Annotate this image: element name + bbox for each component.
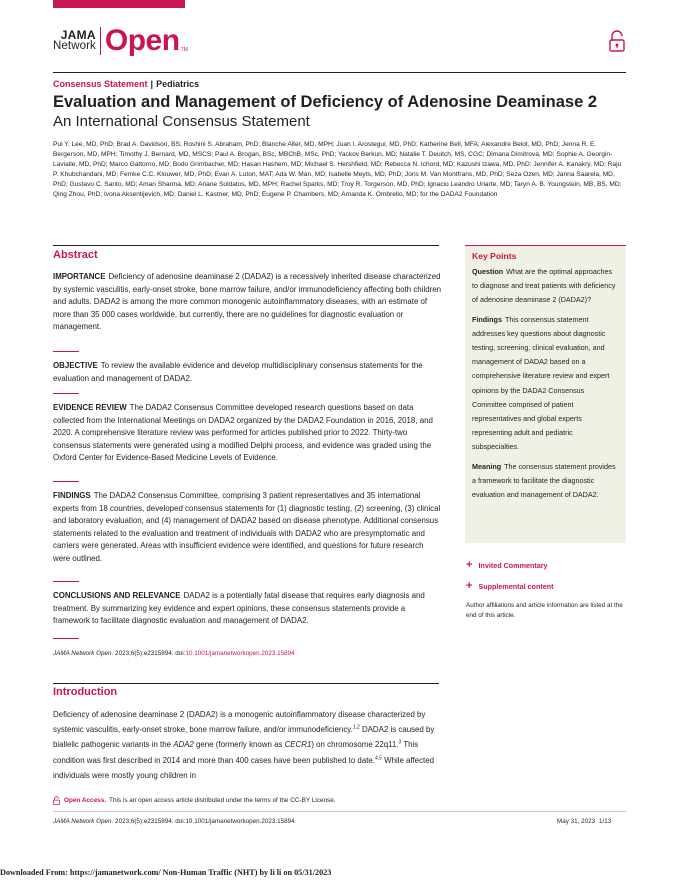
abstract-importance	[53, 271, 441, 334]
abstract-conclusions	[53, 590, 441, 628]
open-lock-icon	[53, 796, 60, 805]
open-access-text: This is an open access article distributed under the terms of the CC-BY License.	[109, 797, 336, 804]
open-lock-icon	[609, 30, 625, 52]
abstract-heading: Abstract	[53, 249, 98, 261]
question-label: Question	[472, 267, 504, 276]
conclusions-text: DADA2 is a potentially fatal disease that requires early diagnosis and treatment. By summarizing key evidence and expert opinions, these consensus statements provide a framework to facilitate diagnostic evaluation and management of DADA2.	[53, 591, 425, 625]
evidence-review-label: EVIDENCE REVIEW	[53, 403, 127, 412]
author-list: Pui Y. Lee, MD, PhD; Brad A. Davidson, BS; Roshini S. Abraham, PhD; Blanche Alter, MD, MPH; Juan I. Arostegui, MD, PhD; Katherine Bell, MFA; Alexandre Belot, MD, PhD; Jenna R. E. Bergerson, MD, MPH; Timothy J. Bernard, MD, MSCS; Paul A. Brogan, BSc, MBChB, MSc, PhD; Yackov Berkun, MD; Natalie T. Deuitch, MS, CGC; Dimana Dimitrova, MD; Sophie A. Georgin-Lavialle, MD, PhD; Marco Gattorno, MD; Bodo Grimbacher, MD; Hasan Hashem, MD; Michael S. Hershfield, MD; Rebecca N. Ichord, MD; Kazushi Izawa, MD, PhD; Jennifer A. Kanakry, MD; Raju P. Khubchandani, MD; Femke C.C. Klouwer, MD, PhD; Evan A. Luton, MAT; Ada W. Man, MD; Isabelle Meyts, MD, PhD; Joris M. Van Montfrans, MD, PhD; Seza Ozen, MD; Janna Saarela, MD, PhD; Gustavo C. Santo, MD; Aman Sharma, MD; Ariane Soldatos, MD, MPH; Rachel Sparks, MD; Troy R. Torgerson, MD, PhD; Ignacio Leandro Uriarte, MD; Taryn A. B. Youngstein, MB, BS, MD; Qing Zhou, PhD; Ivona Aksentijevich, MD; Daniel L. Kastner, MD, PhD; Eugene P. Chambers, MD; Amanda K. Ombrello, MD; for the DADA2 Foundation	[53, 141, 622, 198]
supplemental-content-link[interactable]	[466, 581, 554, 592]
intro-text: While affected individuals were mostly young children in	[53, 755, 434, 780]
reference-link[interactable]: 4,5	[374, 754, 382, 761]
abstract-findings	[53, 490, 441, 565]
findings-text: The DADA2 Consensus Committee, comprising 3 patient representatives and 35 international experts from 18 countries, developed consensus statements for (1) diagnostic testing, (2) screening, (3) clinical and laboratory evaluation, and (4) management of DADA2 based on disease phenotype. Additional consensus statements related to the evaluation and treatment of individuals with DADA2 who are presymptomatic and carriers were generated. Areas with insufficient evidence were identified, and questions for future research were outlined.	[53, 491, 441, 563]
citation-journal: JAMA Network Open.	[53, 650, 114, 657]
plus-icon: +	[466, 580, 473, 592]
key-points-heading: Key Points	[472, 251, 517, 261]
article-subtitle: An International Consensus Statement	[53, 113, 310, 130]
reference-link[interactable]: 1,2	[352, 724, 360, 731]
logo-jama-text: JAMA	[60, 28, 96, 43]
category-secondary[interactable]: Pediatrics	[156, 79, 200, 89]
footer-journal: JAMA Network Open.	[53, 818, 114, 825]
abstract-objective	[53, 360, 441, 385]
intro-text: ) on chromosome 22q11.	[311, 740, 399, 750]
affiliations-note: Author affiliations and article information are listed at the end of this article.	[466, 602, 623, 619]
footer-ref: 2023;6(5):e2315894. doi:10.1001/jamanetworkopen.2023.15894	[113, 818, 295, 825]
kp-findings-text: This consensus statement addresses key questions about diagnostic testing, screening, clinical evaluation, and management of DADA2 based on a comprehensive literature review and expert opinions by the DADA2 Consensus Committee comprised of patient representatives and global experts representing adult and pediatric subspecialties.	[472, 314, 610, 452]
evidence-review-text: The DADA2 Consensus Committee developed research questions based on data collected from the International Meetings on DADA2 organized by the DADA2 Foundation in 2016, 2018, and 2020. A comprehensive literature review was performed for articles published prior to 2022. Thirty-two consensus statements were generated using a modified Delphi process, and evidence was graded using the Oxford Center for Evidence-Based Medicine Levels of Evidence.	[53, 403, 433, 462]
intro-text: Deficiency of adenosine deaminase 2 (DADA2) is a monogenic autoinflammatory disease characterized by systemic vasculitis, early-onset stroke, bone marrow failure, and/or immunodeficiency.	[53, 710, 426, 735]
category-primary[interactable]: Consensus Statement	[53, 79, 148, 89]
header-rule	[53, 72, 626, 73]
introduction-heading: Introduction	[53, 686, 118, 698]
logo-trademark: TM	[180, 47, 188, 53]
jama-network-open-logo[interactable]	[53, 26, 188, 56]
key-points-question	[472, 265, 619, 308]
download-notice: Downloaded From: https://jamanetwork.com/ Non-Human Traffic (NHT) by li li on 05/31/2023	[0, 868, 332, 877]
kp-findings-label: Findings	[472, 314, 502, 324]
abstract-divider	[53, 393, 79, 394]
citation-ref: 2023;6(5):e2315894. doi:	[113, 650, 186, 657]
logo-divider	[100, 27, 101, 55]
article-category	[53, 79, 199, 89]
abstract-divider	[53, 351, 79, 352]
category-separator: |	[150, 79, 154, 89]
intro-text: This condition was first described in 2014 and more than 400 cases have been published to date.	[53, 740, 419, 765]
supplemental-content-label: Supplemental content	[478, 582, 554, 591]
introduction-paragraph	[53, 707, 441, 783]
key-points-meaning	[472, 460, 619, 503]
introduction-rule	[53, 683, 439, 684]
meaning-text: The consensus statement provides a framework to facilitate the diagnostic evaluation and management of DADA2.	[472, 461, 616, 500]
objective-text: To review the available evidence and develop multidisciplinary consensus statements for the evaluation and management of DADA2.	[53, 361, 423, 383]
reference-link[interactable]: 3	[398, 739, 402, 746]
logo-jama-network	[53, 29, 96, 53]
abstract-rule	[53, 245, 439, 246]
key-points-findings	[472, 313, 619, 455]
conclusions-label: CONCLUSIONS AND RELEVANCE	[53, 591, 181, 600]
open-access-notice	[53, 796, 336, 805]
citation-doi-link[interactable]: 10.1001/jamanetworkopen.2023.15894	[185, 650, 295, 657]
objective-label: OBJECTIVE	[53, 361, 98, 370]
footer-page-number: 1/13	[599, 818, 612, 825]
importance-label: IMPORTANCE	[53, 272, 106, 281]
key-points-box	[465, 245, 626, 543]
gene-name: CECR1	[284, 740, 312, 750]
top-accent-bar	[53, 0, 185, 8]
footer-date: May 31, 2023	[557, 818, 596, 825]
meaning-label: Meaning	[472, 461, 502, 471]
invited-commentary-link[interactable]	[466, 560, 548, 571]
abstract-divider	[53, 481, 79, 482]
logo-open-text: Open	[104, 24, 180, 57]
importance-text: Deficiency of adenosine deaminase 2 (DADA2) is a recessively inherited disease characterized by systemic vasculitis, early-onset stroke, bone marrow failure, and/or immunodeficiency affecting both children and adults. DADA2 is among the more common monogenic autoinflammatory diseases, with an estimate of more than 35 000 cases worldwide, but currently, there are no guidelines for diagnostic evaluation or management.	[53, 272, 441, 331]
footer-rule	[53, 811, 626, 812]
footer-citation	[53, 818, 295, 825]
question-text: What are the optimal approaches to diagnose and treat patients with deficiency of adenosine deaminase 2 (DADA2)?	[472, 267, 616, 305]
intro-text: DADA2 is caused by biallelic pathogenic variants in the	[53, 725, 435, 750]
intro-text: gene (formerly known as	[193, 740, 285, 750]
abstract-divider	[53, 581, 79, 582]
plus-icon: +	[466, 559, 473, 571]
abstract-evidence-review	[53, 402, 441, 465]
findings-label: FINDINGS	[53, 491, 91, 500]
abstract-citation	[53, 650, 295, 657]
abstract-divider	[53, 638, 79, 639]
logo-network-text: Network	[53, 40, 96, 53]
article-title: Evaluation and Management of Deficiency of Adenosine Deaminase 2	[53, 93, 598, 111]
gene-name: ADA2	[173, 740, 194, 750]
open-access-label: Open Access.	[64, 797, 107, 804]
invited-commentary-label: Invited Commentary	[478, 561, 548, 570]
